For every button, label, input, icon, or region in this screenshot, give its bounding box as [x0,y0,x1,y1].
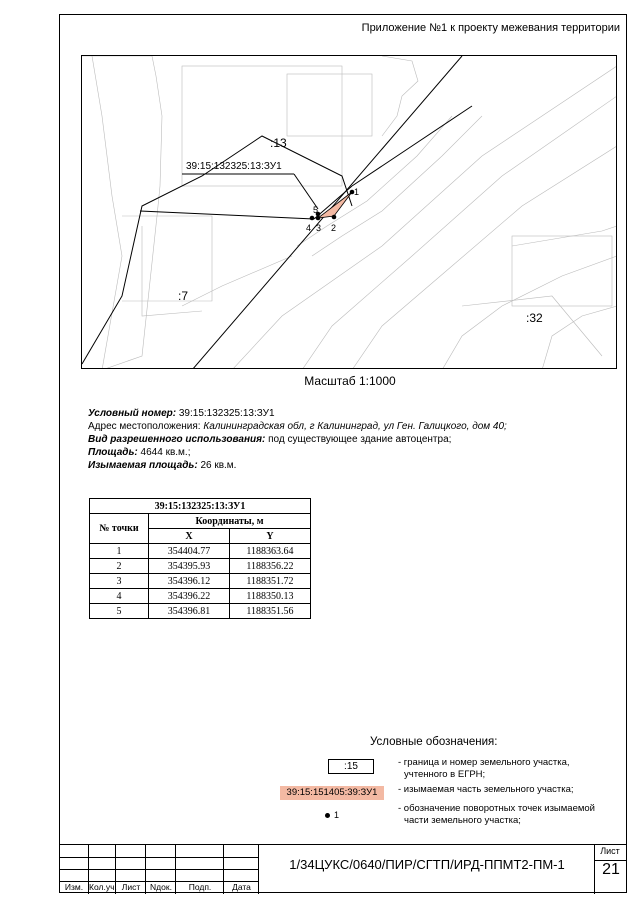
map-bg-line [382,56,418,136]
point-label-4: 4 [306,223,312,233]
table-title: 39:15:132325:13:ЗУ1 [90,499,311,514]
stamp-label-kol: Кол.уч. [89,882,117,892]
parcel-boundary [352,106,472,186]
legend-seized-text: - изымаемая часть земельного участка; [398,784,574,795]
seized-area-polygon [318,192,352,218]
point-number: 2 [90,559,149,574]
y-value: 1188351.56 [230,604,311,619]
stamp-label-ndok: Nдок. [150,882,172,892]
building-outline [287,74,372,136]
legend-seized-label: 39:15:151405:39:ЗУ1 [280,786,384,800]
map-bg-line [462,296,602,356]
legend-point-text [398,803,595,827]
parcel-info [88,407,507,472]
area-value: 4644 [140,447,163,458]
point-3 [316,216,321,221]
sheet-number: 21 [595,860,627,879]
x-value: 354395.93 [149,559,230,574]
table-row [90,604,311,619]
stamp-label-data: Дата [232,882,251,892]
legend-parcel-box: :15 [328,759,374,774]
map-bg-line [82,56,162,369]
legend-point-number: 1 [334,810,340,820]
point-label-1: 1 [354,187,360,197]
road-edge [352,146,617,369]
point-dot-icon [325,813,330,818]
legend-point-text-line1: - обозначение поворотных точек изымаемой [398,803,595,814]
table-row [90,574,311,589]
sheet-label: Лист [600,846,620,856]
stamp-label-podp: Подп. [188,882,212,892]
point-label-5: 5 [313,205,319,215]
point-2 [332,215,337,220]
building-outline [512,236,612,306]
x-value: 354396.81 [149,604,230,619]
stamp-row-line [59,857,259,858]
parcel-boundary [140,211,314,219]
callout-label: 39:15:132325:13:ЗУ1 [186,161,282,172]
parcel-label-7: :7 [178,289,189,303]
point-number: 4 [90,589,149,604]
col-y-header: Y [230,529,311,544]
y-value: 1188363.64 [230,544,311,559]
table-row [90,589,311,604]
address-value: Калининградская обл, г Калининград, ул Ген. Галицкого, дом 40; [203,421,507,432]
table-row [90,559,311,574]
callout-leader [294,174,318,209]
col-x-header: X [149,529,230,544]
map-bg-line [182,256,292,306]
area-label: Площадь: [88,447,138,458]
legend-parcel-text-line1: - граница и номер земельного участка, [398,757,570,768]
cond-number-label: Условный номер: [88,408,177,419]
address-label: Адрес местоположения: [88,421,201,432]
document-code: 1/34ЦУКС/0640/ПИР/СГТП/ИРД-ППМТ2-ПМ-1 [289,857,565,872]
col-point-header: № точки [90,514,149,544]
legend-title: Условные обозначения: [370,736,498,748]
road-edge [542,306,617,369]
legend-parcel-text [398,757,570,781]
seized-area-value: 26 [200,460,212,471]
legend-parcel-text-line2: учтенного в ЕГРН; [404,769,486,780]
cadastral-map [81,55,617,369]
point-label-3: 3 [316,223,322,233]
road-edge [302,96,617,369]
parcel-label-32: :32 [526,311,543,325]
title-block [59,844,627,893]
col-coords-header: Координаты, м [149,514,311,529]
x-value: 354396.22 [149,589,230,604]
parcel-label-13: :13 [270,136,287,150]
x-value: 354404.77 [149,544,230,559]
map-scale: Масштаб 1:1000 [304,374,396,388]
coordinates-table [89,498,311,619]
cond-number-value: 39:15:132325:13:ЗУ1 [178,408,275,419]
seized-area-unit: кв.м. [214,460,237,471]
area-unit: кв.м.; [165,447,191,458]
legend-point-text-line2: части земельного участка; [404,815,521,826]
y-value: 1188351.72 [230,574,311,589]
point-number: 1 [90,544,149,559]
appendix-header: Приложение №1 к проекту межевания территории [361,22,620,34]
point-number: 5 [90,604,149,619]
table-row [90,544,311,559]
seized-area-label: Изымаемая площадь: [88,460,198,471]
stamp-label-izm: Изм. [64,882,84,892]
use-label: Вид разрешенного использования: [88,434,266,445]
building-outline [122,216,212,301]
y-value: 1188350.13 [230,589,311,604]
point-number: 3 [90,574,149,589]
use-value: под существующее здание автоцентра; [268,434,452,445]
stamp-label-list: Лист [121,882,141,892]
legend-point [325,810,339,820]
point-label-2: 2 [331,223,337,233]
stamp-row-line [59,869,259,870]
y-value: 1188356.22 [230,559,311,574]
point-4 [310,216,315,221]
map-drawing [82,56,617,369]
x-value: 354396.12 [149,574,230,589]
